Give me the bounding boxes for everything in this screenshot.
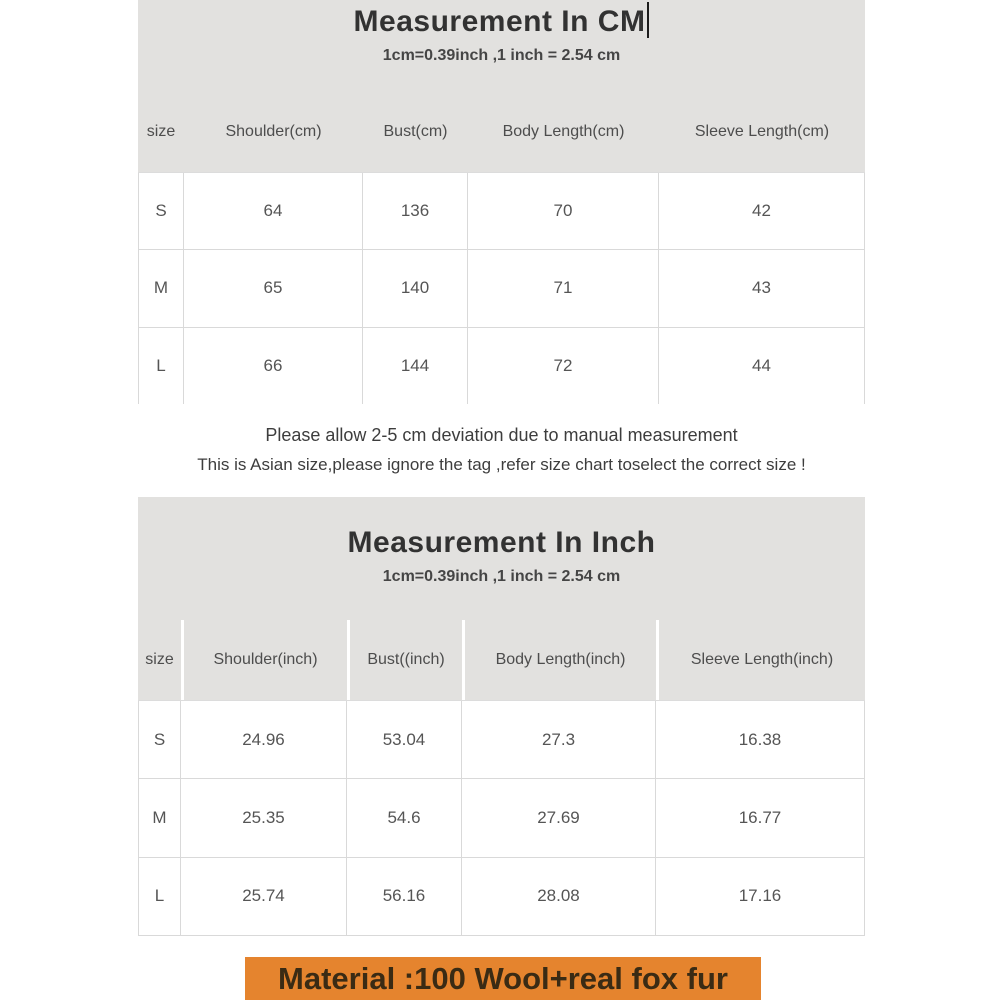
cm-header-body-length: Body Length(cm) bbox=[502, 123, 625, 140]
table-cell: 42 bbox=[659, 173, 865, 250]
cm-conversion-note: 1cm=0.39inch ,1 inch = 2.54 cm bbox=[382, 47, 621, 64]
table-cell: 44 bbox=[659, 328, 865, 405]
table-cell: 56.16 bbox=[347, 858, 462, 936]
table-cell: 27.69 bbox=[462, 779, 656, 857]
measurement-note bbox=[138, 404, 865, 497]
table-cell: M bbox=[138, 250, 184, 327]
table-cell: 16.77 bbox=[656, 779, 865, 857]
table-cell: L bbox=[138, 858, 181, 936]
table-cell: 53.04 bbox=[347, 701, 462, 779]
table-cell: 66 bbox=[184, 328, 363, 405]
inch-header-size: size bbox=[145, 651, 174, 668]
table-cell: 25.74 bbox=[181, 858, 347, 936]
inch-table-row-m bbox=[138, 779, 865, 857]
cm-title-text: Measurement In CM bbox=[353, 5, 646, 38]
note-line-asian-size: This is Asian size,please ignore the tag ,refer size chart toselect the correct size ! bbox=[197, 455, 806, 474]
table-cell: L bbox=[138, 328, 184, 405]
note-line-deviation: Please allow 2-5 cm deviation due to manual measurement bbox=[265, 425, 738, 445]
cm-header-shoulder: Shoulder(cm) bbox=[225, 123, 322, 140]
section-measurement-cm bbox=[138, 0, 865, 172]
inch-table-body bbox=[138, 700, 865, 936]
table-cell: 16.38 bbox=[656, 701, 865, 779]
inch-section-title: Measurement In Inch bbox=[347, 526, 656, 559]
table-cell: M bbox=[138, 779, 181, 857]
table-cell: 136 bbox=[363, 173, 468, 250]
inch-table-row-l bbox=[138, 858, 865, 936]
section-measurement-inch bbox=[138, 497, 865, 700]
material-text: Material :100 Wool+real fox fur bbox=[278, 961, 728, 996]
cm-table-header-row bbox=[138, 92, 865, 172]
table-cell: 17.16 bbox=[656, 858, 865, 936]
table-cell: 65 bbox=[184, 250, 363, 327]
cm-header-size: size bbox=[146, 123, 176, 140]
cm-header-sleeve-length: Sleeve Length(cm) bbox=[694, 123, 830, 140]
inch-header-body-length: Body Length(inch) bbox=[462, 620, 656, 700]
inch-table-header-row bbox=[138, 620, 865, 700]
table-cell: 64 bbox=[184, 173, 363, 250]
table-cell: 70 bbox=[468, 173, 659, 250]
cm-section-title bbox=[138, 0, 865, 39]
table-cell: 144 bbox=[363, 328, 468, 405]
table-cell: 43 bbox=[659, 250, 865, 327]
text-cursor bbox=[647, 2, 649, 38]
inch-header-sleeve-length: Sleeve Length(inch) bbox=[656, 620, 865, 700]
cm-header-bust: Bust(cm) bbox=[383, 123, 448, 140]
table-cell: S bbox=[138, 701, 181, 779]
table-cell: S bbox=[138, 173, 184, 250]
material-highlight bbox=[245, 957, 761, 1000]
table-cell: 71 bbox=[468, 250, 659, 327]
cm-table-row-l bbox=[138, 328, 865, 405]
table-cell: 24.96 bbox=[181, 701, 347, 779]
table-cell: 72 bbox=[468, 328, 659, 405]
table-cell: 28.08 bbox=[462, 858, 656, 936]
inch-table-row-s bbox=[138, 701, 865, 779]
table-cell: 140 bbox=[363, 250, 468, 327]
table-cell: 25.35 bbox=[181, 779, 347, 857]
cm-table-body bbox=[138, 172, 865, 405]
inch-header-bust: Bust((inch) bbox=[347, 620, 462, 700]
inch-header-shoulder: Shoulder(inch) bbox=[181, 620, 347, 700]
cm-table-row-s bbox=[138, 173, 865, 250]
table-cell: 27.3 bbox=[462, 701, 656, 779]
table-cell: 54.6 bbox=[347, 779, 462, 857]
inch-conversion-note: 1cm=0.39inch ,1 inch = 2.54 cm bbox=[382, 568, 621, 585]
cm-table-row-m bbox=[138, 250, 865, 327]
